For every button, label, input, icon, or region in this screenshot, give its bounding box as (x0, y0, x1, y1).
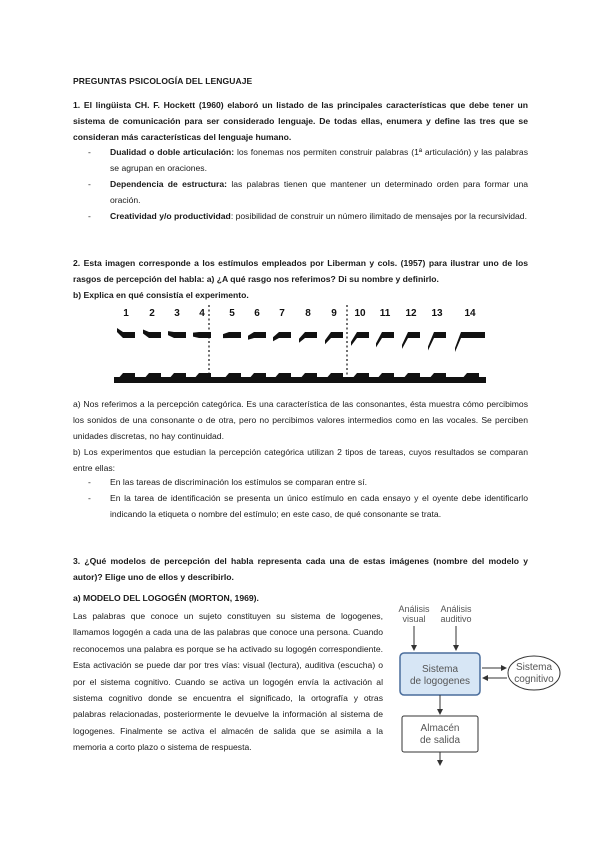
answer-2b: b) Los experimentos que estudian la percepción categórica utilizan 2 tipos de tareas, cuyos resultados se comparan entre ellas: (73, 447, 528, 473)
stimulus-number: 6 (254, 308, 260, 319)
second-formant-transition (325, 332, 343, 344)
second-formant-transition (193, 332, 211, 338)
model-subtitle: a) MODELO DEL LOGOGÉN (MORTON, 1969). (73, 593, 259, 603)
answer-2-list (88, 474, 528, 522)
answer-2a: a) Nos referimos a la percepción categórica. Es una característica de las consonantes, ésta muestra cómo percibimos los sonidos de una consonante o de otra, pero no percibimos valores intermedios como en las vocales. Se perciben unidades discretas, no hay continuidad. (73, 399, 528, 441)
stimulus-number: 4 (199, 308, 205, 319)
list-item: - Creatividad y/o productividad: posibilidad de construir un número ilimitado de mensajes por la recursividad. (88, 211, 527, 221)
second-formant-transition (428, 332, 446, 350)
answer-2 (73, 396, 528, 476)
liberman-stimuli-figure (110, 303, 490, 385)
output-store-box (402, 716, 478, 752)
second-formant-transition (117, 328, 135, 338)
output-store-label: Almacén (420, 723, 460, 734)
second-formant-transition (168, 331, 186, 338)
list-item: - En las tareas de discriminación los estímulos se comparan entre sí. (88, 477, 367, 487)
term-label: Dependencia de estructura: (110, 179, 228, 189)
logogen-description: Las palabras que conoce un sujeto constituyen su sistema de logogenes, llamamos logogén a cada una de las palabras que conoce una persona. Cuando reconocemos una palabra es porque se ha activado su logogén correspondiente. Esta activación se puede dar por tres vías: visual (lectura), auditiva (escucha) o por el sistema cognitivo. Cuando se activa un logogén envía la activación al sistema cognitivo donde se encuentra el significado, la ortografía y otras palabras relacionadas, posteriormente le devuelve la información al sistema de logogenes. Finalmente se activa el almacén de salida que se asimila a la memoria a corto plazo o sistema de respuesta. (73, 611, 383, 753)
term-label: Creatividad y/o productividad (110, 211, 231, 221)
second-formant-transition (299, 332, 317, 343)
auditory-analysis-label: auditivo (440, 614, 472, 624)
logogen-system-label: de logogenes (409, 676, 471, 687)
question-2b: b) Explica en qué consistía el experimento. (73, 290, 249, 300)
list-item: - En la tarea de identificación se presenta un único estímulo en cada ensayo y el oyente debe identificarlo indicando la etiqueta o nombre del estímulo; en este caso, de qué consonante se trata. (88, 493, 528, 519)
logogen-model-diagram (392, 602, 562, 767)
visual-analysis-label: Análisis (398, 604, 430, 614)
list-item: - Dependencia de estructura: las palabras tienen que mantener un determinado orden para formar una oración. (88, 179, 529, 205)
stimulus-number: 2 (149, 308, 155, 319)
term-definition: las palabras tienen que mantener un determinado orden para formar una oración. (110, 179, 529, 205)
question-1: 1. El lingüista CH. F. Hockett (1960) elaboró un listado de las principales características que debe tener un sistema de comunicación para ser considerado lenguaje. De todas ellas, enumera y define las tres que se consideran más características del lenguaje humano. (73, 100, 528, 142)
second-formant-transition (223, 332, 241, 338)
stimulus-number: 1 (123, 308, 129, 319)
output-store-label: de salida (419, 735, 461, 746)
stimulus-number: 8 (305, 308, 311, 319)
question-3: 3. ¿Qué modelos de percepción del habla representa cada una de estas imágenes (nombre del modelo y autor)? Elige uno de ellos y describirlo. (73, 556, 528, 582)
list-item-text: En las tareas de discriminación los estímulos se comparan entre sí. (110, 477, 367, 487)
question-1-list (88, 144, 528, 224)
cognitive-system-label: cognitivo (514, 674, 554, 685)
stimulus-number: 11 (379, 308, 391, 319)
list-item: - Dualidad o doble articulación: los fonemas nos permiten construir palabras (1ª articulación) y las palabras se agrupan en oraciones. (88, 147, 528, 173)
visual-analysis-label: visual (402, 614, 426, 624)
stimulus-number: 7 (279, 308, 285, 319)
stimulus-number: 3 (174, 308, 180, 319)
auditory-analysis-label: Análisis (440, 604, 472, 614)
second-formant-transition (273, 332, 291, 341)
second-formant-transition (376, 332, 394, 347)
second-formant-transition (143, 330, 161, 338)
logogen-system-label: Sistema (421, 664, 459, 675)
second-formant-transition (248, 332, 266, 340)
list-item-text: En la tarea de identificación se presenta un único estímulo en cada ensayo y el oyente debe identificarlo indicando la etiqueta o nombre del estímulo; en este caso, de qué consonante se trata. (110, 493, 528, 519)
stimulus-number: 9 (331, 308, 337, 319)
question-2 (73, 255, 528, 303)
stimulus-number: 12 (405, 308, 417, 319)
term-label: Dualidad o doble articulación: (110, 147, 235, 157)
stimulus-number: 10 (354, 308, 366, 319)
question-2a: 2. Esta imagen corresponde a los estímulos empleados por Liberman y cols. (1957) para ilustrar uno de los rasgos de percepción del habla: a) ¿A qué rasgo nos referimos? Di su nombre y definirlo. (73, 258, 528, 284)
stimulus-number: 14 (464, 308, 476, 319)
cognitive-system-label: Sistema (515, 662, 553, 673)
term-definition: los fonemas nos permiten construir palabras (1ª articulación) y las palabras se agrupan en oraciones. (110, 147, 528, 173)
stimulus-number: 5 (229, 308, 235, 319)
stimulus-number: 13 (431, 308, 443, 319)
page-title: PREGUNTAS PSICOLOGÍA DEL LENGUAJE (73, 76, 253, 86)
term-definition: : posibilidad de construir un número ilimitado de mensajes por la recursividad. (230, 211, 527, 221)
second-formant-transition (351, 332, 369, 346)
second-formant-transition (402, 332, 420, 349)
second-formant-transition (455, 332, 485, 352)
